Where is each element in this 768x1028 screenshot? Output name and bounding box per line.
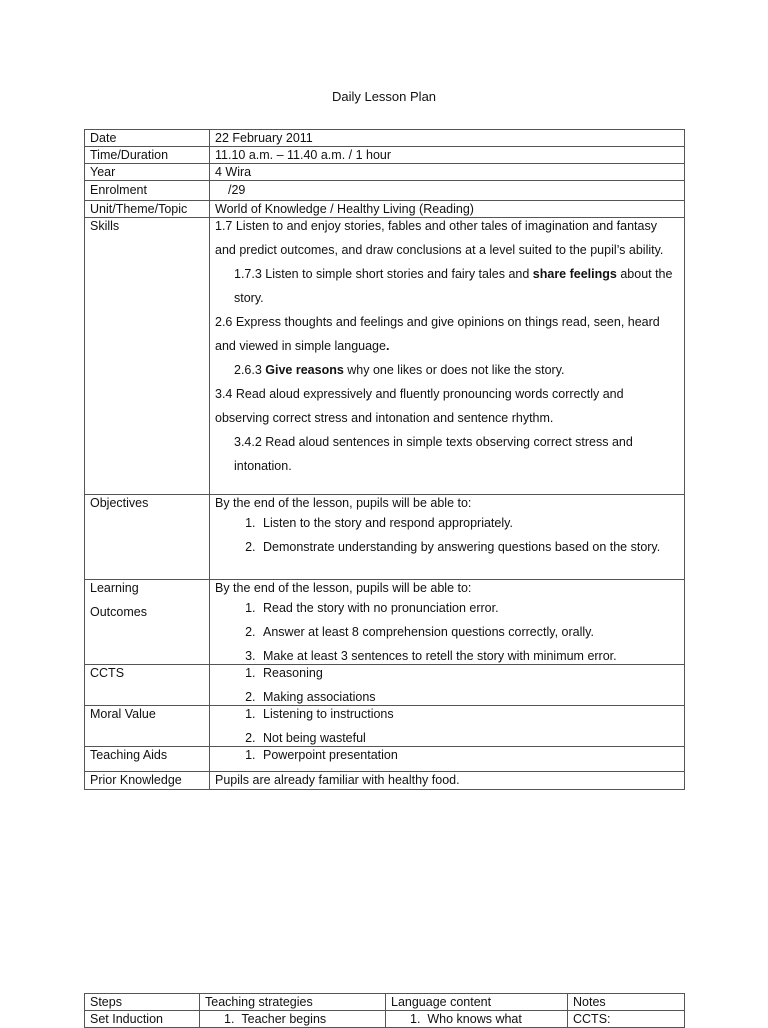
row-value: World of Knowledge / Healthy Living (Reading)	[210, 201, 685, 218]
row-label: Time/Duration	[85, 147, 210, 164]
list-item: 2. Answer at least 8 comprehension questions correctly, orally.	[259, 620, 679, 644]
table-row	[85, 665, 685, 706]
table-row	[85, 580, 685, 665]
list-item: 1. Powerpoint presentation	[259, 747, 679, 763]
page-title: Daily Lesson Plan	[331, 89, 437, 104]
list-item: 1. Read the story with no pronunciation error.	[259, 596, 679, 620]
list-item: 1. Reasoning	[259, 661, 679, 685]
table-cell: 1. Teacher begins	[200, 1011, 386, 1028]
row-label: Moral Value	[85, 706, 210, 747]
column-header: Language content	[386, 994, 568, 1011]
row-value: Pupils are already familiar with healthy food.	[210, 772, 685, 790]
table-cell: 1. Who knows what	[386, 1011, 568, 1028]
table-cell: Set Induction	[85, 1011, 200, 1028]
list-item: 2. Making associations	[259, 685, 679, 705]
row-label: Skills	[85, 218, 210, 495]
column-header: Teaching strategies	[200, 994, 386, 1011]
row-value: 11.10 a.m. – 11.40 a.m. / 1 hour	[210, 147, 685, 164]
row-label: Teaching Aids	[85, 747, 210, 772]
moral-list	[215, 702, 679, 746]
table-row	[85, 495, 685, 580]
outcomes-list	[215, 596, 679, 664]
objectives-list	[215, 511, 679, 559]
table-row	[85, 747, 685, 772]
list-item: 1. Listen to the story and respond appropriately.	[259, 511, 679, 535]
aids-cell	[210, 747, 685, 772]
table-row	[85, 706, 685, 747]
skill-1-7: 1.7 Listen to and enjoy stories, fables and other tales of imagination and fantasy and predict outcomes, and draw conclusions at a level suited to the pupil’s ability.	[215, 219, 664, 257]
moral-cell	[210, 706, 685, 747]
list-item: 1. Listening to instructions	[259, 702, 679, 726]
table-row	[85, 181, 685, 201]
row-label: Learning Outcomes	[85, 580, 210, 665]
row-label: Year	[85, 164, 210, 181]
table-row	[85, 147, 685, 164]
row-value: /29	[210, 181, 685, 201]
skill-3-4-2: 3.4.2 Read aloud sentences in simple texts observing correct stress and intonation.	[234, 435, 633, 473]
aids-list	[215, 747, 679, 763]
skill-1-7-3: 1.7.3 Listen to simple short stories and fairy tales and share feelings about the story.	[234, 267, 673, 305]
table-row	[85, 218, 685, 495]
outcomes-cell	[210, 580, 685, 665]
lesson-plan-table	[84, 129, 685, 790]
list-item: 3. Make at least 3 sentences to retell the story with minimum error.	[259, 644, 679, 664]
ccts-list	[215, 661, 679, 705]
skill-2-6-3: 2.6.3 Give reasons why one likes or does not like the story.	[234, 363, 565, 377]
row-value: 22 February 2011	[210, 130, 685, 147]
table-cell: CCTS:	[568, 1011, 685, 1028]
row-label: Enrolment	[85, 181, 210, 201]
row-label: CCTS	[85, 665, 210, 706]
steps-table	[84, 993, 685, 1028]
table-header-row	[85, 994, 685, 1011]
column-header: Notes	[568, 994, 685, 1011]
row-label: Prior Knowledge	[85, 772, 210, 790]
table-row	[85, 772, 685, 790]
row-label: Date	[85, 130, 210, 147]
outcomes-intro: By the end of the lesson, pupils will be able to:	[215, 581, 472, 595]
table-row	[85, 130, 685, 147]
table-row	[85, 1011, 685, 1028]
objectives-intro: By the end of the lesson, pupils will be able to:	[215, 496, 472, 510]
objectives-cell	[210, 495, 685, 580]
list-item: 2. Not being wasteful	[259, 726, 679, 746]
row-label: Unit/Theme/Topic	[85, 201, 210, 218]
ccts-cell	[210, 665, 685, 706]
table-row	[85, 201, 685, 218]
skill-3-4: 3.4 Read aloud expressively and fluently pronouncing words correctly and observing correct stress and intonation and sentence rhythm.	[215, 387, 624, 425]
row-label: Objectives	[85, 495, 210, 580]
list-item: 2. Demonstrate understanding by answering questions based on the story.	[259, 535, 679, 559]
row-value: 4 Wira	[210, 164, 685, 181]
table-row	[85, 164, 685, 181]
skill-2-6: 2.6 Express thoughts and feelings and give opinions on things read, seen, heard and viewed in simple language.	[215, 315, 660, 353]
column-header: Steps	[85, 994, 200, 1011]
skills-cell	[210, 218, 685, 495]
